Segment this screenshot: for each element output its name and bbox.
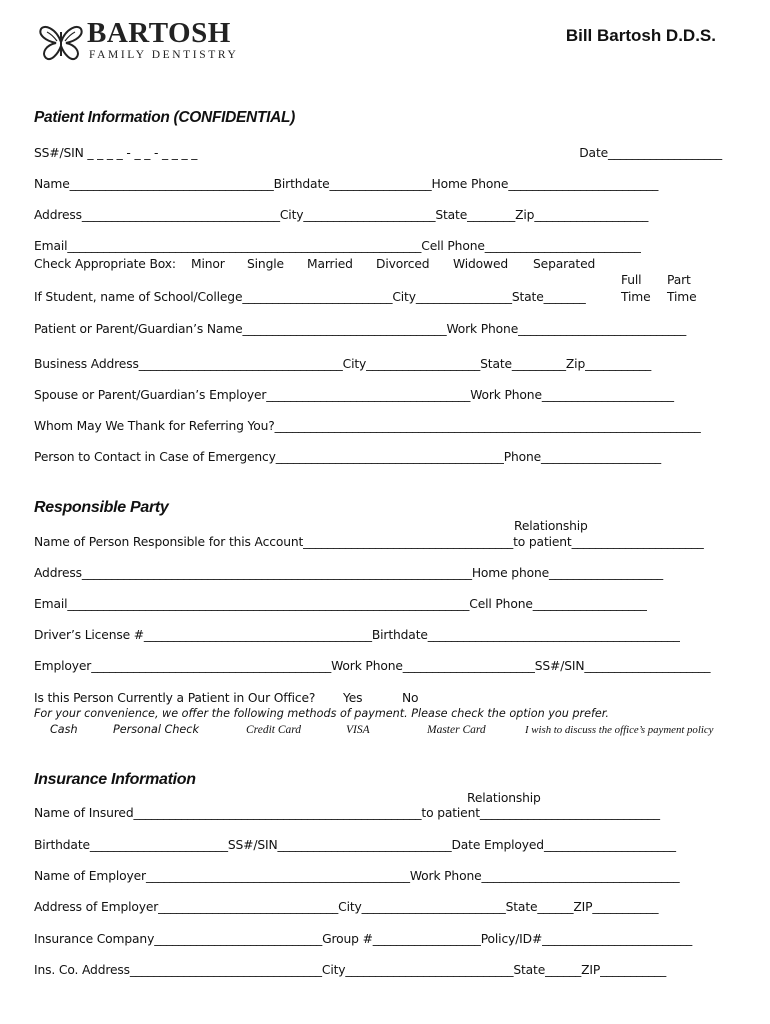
option-widowed[interactable]: Widowed <box>453 257 509 271</box>
insured-employer-row[interactable]: Name of Employer____________________________________________Work Phone_________________________________ <box>34 869 680 883</box>
payment-option-credit-card[interactable]: Credit Card <box>246 724 302 736</box>
current-patient-no[interactable]: No <box>402 691 419 705</box>
part-time-label-2[interactable]: Time <box>667 290 697 304</box>
insurance-info-title: Insurance Information <box>34 771 196 788</box>
butterfly-logo-icon <box>38 22 84 64</box>
referral-row[interactable]: Whom May We Thank for Referring You?_______________________________________________________________________ <box>34 419 701 433</box>
brand-tagline: FAMILY DENTISTRY <box>89 49 239 61</box>
current-patient-question: Is this Person Currently a Patient in Our Office? <box>34 691 316 705</box>
payment-option-visa[interactable]: VISA <box>346 724 370 736</box>
payment-option-master-card[interactable]: Master Card <box>427 724 486 736</box>
payment-option-cash[interactable]: Cash <box>50 723 78 736</box>
responsible-address-row[interactable]: Address_________________________________________________________________Home phone___________________ <box>34 566 663 580</box>
option-separated[interactable]: Separated <box>533 257 596 271</box>
drivers-license-row[interactable]: Driver’s License #______________________________________Birthdate__________________________________________ <box>34 628 680 642</box>
insured-birthdate-row[interactable]: Birthdate_______________________SS#/SIN_____________________________Date Employed______________________ <box>34 838 676 852</box>
emergency-contact-row[interactable]: Person to Contact in Case of Emergency______________________________________Phone____________________ <box>34 450 662 464</box>
employer-address-row[interactable]: Address of Employer______________________________City________________________State______ZIP___________ <box>34 900 659 914</box>
option-single[interactable]: Single <box>247 257 284 271</box>
responsible-email-row[interactable]: Email___________________________________________________________________Cell Phone___________________ <box>34 597 647 611</box>
doctor-name: Bill Bartosh D.D.S. <box>565 26 716 45</box>
full-time-label-1[interactable]: Full <box>621 273 642 287</box>
responsible-party-title: Responsible Party <box>34 499 169 516</box>
payment-option-personal-check[interactable]: Personal Check <box>113 723 199 736</box>
spouse-employer-row[interactable]: Spouse or Parent/Guardian’s Employer__________________________________Work Phone______________________ <box>34 388 674 402</box>
option-married[interactable]: Married <box>307 257 353 271</box>
ssn-field[interactable]: SS#/SIN _ _ _ _ - _ _ - _ _ _ _ <box>34 146 198 160</box>
option-divorced[interactable]: Divorced <box>376 257 430 271</box>
patient-name-row[interactable]: Name__________________________________Birthdate_________________Home Phone_________________________ <box>34 177 659 191</box>
insurance-co-address-row[interactable]: Ins. Co. Address________________________________City____________________________State______ZIP___________ <box>34 963 667 977</box>
full-time-label-2[interactable]: Time <box>621 290 651 304</box>
option-minor[interactable]: Minor <box>191 257 225 271</box>
guardian-name-row[interactable]: Patient or Parent/Guardian’s Name__________________________________Work Phone____________________________ <box>34 322 687 336</box>
responsible-employer-row[interactable]: Employer________________________________________Work Phone______________________SS#/SIN_____________________ <box>34 659 711 673</box>
part-time-label-1[interactable]: Part <box>667 273 691 287</box>
insured-name-row[interactable]: Name of Insured________________________________________________to patient______________________________ <box>34 806 660 820</box>
current-patient-yes[interactable]: Yes <box>343 691 363 705</box>
insurance-relationship-label: Relationship <box>467 791 541 805</box>
student-school-row[interactable]: If Student, name of School/College_________________________City________________State_______ <box>34 290 586 304</box>
patient-email-row[interactable]: Email___________________________________________________________Cell Phone__________________________ <box>34 239 641 253</box>
patient-info-title: Patient Information (CONFIDENTIAL) <box>34 109 296 126</box>
business-address-row[interactable]: Business Address__________________________________City___________________State_________Zip___________ <box>34 357 652 371</box>
relationship-label: Relationship <box>514 519 588 533</box>
brand-name: BARTOSH <box>87 17 231 49</box>
insurance-company-row[interactable]: Insurance Company____________________________Group #__________________Policy/ID#_________________________ <box>34 932 693 946</box>
payment-note: For your convenience, we offer the following methods of payment. Please check the option you prefer. <box>34 707 609 720</box>
date-field[interactable]: Date___________________ <box>579 146 722 160</box>
payment-option-discuss-policy[interactable]: I wish to discuss the office’s payment policy <box>525 724 714 736</box>
patient-address-row[interactable]: Address_________________________________City______________________State________Zip___________________ <box>34 208 649 222</box>
responsible-name-row[interactable]: Name of Person Responsible for this Account___________________________________to patient______________________ <box>34 535 704 549</box>
check-box-label: Check Appropriate Box: <box>34 257 176 271</box>
